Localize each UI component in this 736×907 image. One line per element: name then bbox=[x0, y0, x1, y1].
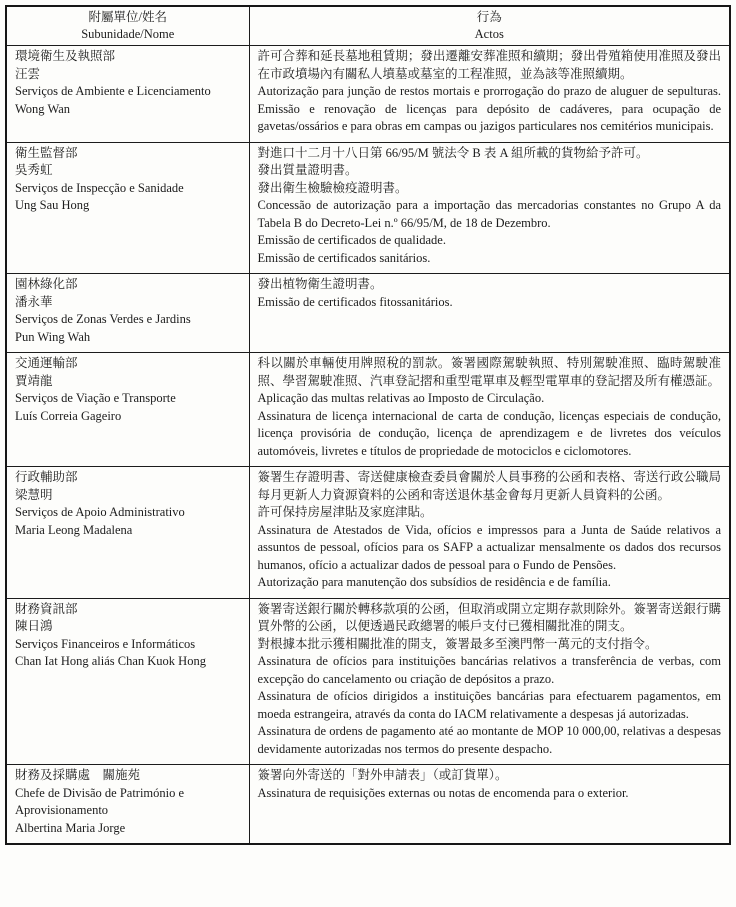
acts-cell bbox=[249, 46, 730, 143]
act-paragraph: 發出質量證明書。 bbox=[257, 163, 358, 177]
act-paragraph: Assinatura de ofícios dirigidos a instituições bancárias para efectuarem pagamentos, em moeda estrangeira, através da conta do IACM relativamente a despesas já autorizadas. bbox=[257, 689, 721, 721]
subunit-line: 財務及採購處 關施苑 bbox=[15, 768, 141, 782]
subunit-cell bbox=[6, 274, 249, 353]
act-paragraph: 許可保持房屋津貼及家庭津貼。 bbox=[257, 505, 433, 519]
act-paragraph: Autorização para junção de restos mortais e prorrogação do prazo de aluguer de sepulturas. Emissão e renovação de licenças para depósito de cadáveres, para ocupação de gavetas/ossários e para obras em campas ou jazigos particulares nos cemitérios municipais. bbox=[257, 84, 721, 133]
act-paragraph: 科以關於車輛使用牌照稅的罰款。簽署國際駕駛執照、特別駕駛准照、臨時駕駛准照、學習駕駛准照、汽車登記摺和重型電單車及輕型電單車的登記摺及所有權憑証。 bbox=[257, 356, 721, 388]
act-paragraph: Assinatura de requisições externas ou notas de encomenda para o exterior. bbox=[257, 785, 629, 800]
act-paragraph: Aplicação das multas relativas ao Imposto de Circulação. bbox=[257, 391, 545, 405]
subunit-line: Maria Leong Madalena bbox=[15, 522, 133, 537]
act-paragraph: 簽署向外寄送的「對外申請表」（或訂貨單）。 bbox=[257, 768, 508, 782]
act-paragraph: 對進口十二月十八日第 66/95/M 號法令 B 表 A 組所載的貨物給予許可。 bbox=[257, 145, 649, 160]
subunit-line: 陳日鴻 bbox=[15, 619, 53, 633]
acts-cell bbox=[249, 274, 730, 353]
subunit-line: 行政輔助部 bbox=[15, 470, 78, 484]
act-paragraph: 發出衛生檢驗檢疫證明書。 bbox=[257, 180, 408, 195]
subunit-line: Luís Correia Gageiro bbox=[15, 408, 122, 423]
table-row bbox=[6, 467, 730, 599]
acts-cell bbox=[249, 353, 730, 467]
subunit-line: Serviços Financeiros e Informáticos bbox=[15, 636, 196, 651]
act-paragraph: 簽署生存證明書、寄送健康檢查委員會關於人員事務的公函和表格、寄送行政公職局每月更新人力資源資料的公函和寄送退休基金會每月更新人員資料的公函。 bbox=[257, 470, 721, 502]
header-row bbox=[6, 6, 730, 46]
table-row bbox=[6, 142, 730, 274]
subunit-cell bbox=[6, 46, 249, 143]
subunit-line: 吳秀虹 bbox=[15, 163, 53, 177]
header-subunit-pt: Subunidade/Nome bbox=[81, 26, 175, 41]
header-acts-pt: Actos bbox=[474, 26, 504, 41]
subunit-line: 財務資訊部 bbox=[15, 601, 78, 616]
subunit-line: Serviços de Inspecção e Sanidade bbox=[15, 180, 184, 195]
subunit-cell bbox=[6, 467, 249, 599]
subunit-cell bbox=[6, 142, 249, 274]
subunit-line: Pun Wing Wah bbox=[15, 329, 91, 344]
subunit-line: 衛生監督部 bbox=[15, 145, 78, 160]
subunit-line: Serviços de Ambiente e Licenciamento bbox=[15, 84, 211, 98]
act-paragraph: 對根據本批示獲相關批准的開支，簽署最多至澳門幣一萬元的支付指令。 bbox=[257, 636, 658, 651]
subunit-line: Serviços de Viação e Transporte bbox=[15, 391, 176, 405]
act-paragraph: Assinatura de Atestados de Vida, ofícios e impressos para a Junta de Saúde relativos a assuntos de pessoal, ofícios para os SAFP a actualizar mensalmente os dados dos recursos humanos, ofício a actualizar dados de pessoal para o Fundo de Pensões. bbox=[257, 522, 721, 572]
acts-cell bbox=[249, 142, 730, 274]
table-header bbox=[6, 6, 730, 46]
header-subunit-zh: 附屬單位/姓名 bbox=[88, 10, 167, 24]
act-paragraph: Emissão de certificados de qualidade. bbox=[257, 233, 446, 247]
subunit-line: Ung Sau Hong bbox=[15, 198, 90, 212]
act-paragraph: Autorização para manutenção dos subsídios de residência e de família. bbox=[257, 575, 611, 589]
subunit-line: 環境衛生及執照部 bbox=[15, 49, 116, 63]
table-row bbox=[6, 353, 730, 467]
act-paragraph: 簽署寄送銀行關於轉移款項的公函，但取消或開立定期存款則除外。簽署寄送銀行購買外幣的公函，以便透過民政總署的帳戶支付已獲相關批准的開支。 bbox=[257, 601, 721, 633]
acts-cell bbox=[249, 467, 730, 599]
subunit-line: 交通運輸部 bbox=[15, 356, 78, 370]
delegation-table bbox=[5, 5, 731, 845]
subunit-line: Serviços de Apoio Administrativo bbox=[15, 505, 185, 519]
subunit-cell bbox=[6, 598, 249, 765]
subunit-cell bbox=[6, 765, 249, 845]
act-paragraph: Emissão de certificados sanitários. bbox=[257, 250, 431, 265]
subunit-line: 園林綠化部 bbox=[15, 277, 78, 291]
subunit-line: Serviços de Zonas Verdes e Jardins bbox=[15, 312, 191, 326]
act-paragraph: Assinatura de ofícios para instituições bancárias relativos a transferência de verbas, com excepção do cancelamento ou criação de depósitos a prazo. bbox=[257, 654, 721, 686]
header-subunit-cell bbox=[6, 6, 249, 46]
act-paragraph: Assinatura de ordens de pagamento até ao montante de MOP 10 000,00, relativas a despesas devidamente autorizadas nos termos do presente despacho. bbox=[257, 724, 721, 756]
subunit-line: 汪雲 bbox=[15, 66, 41, 81]
table-row bbox=[6, 274, 730, 353]
header-acts-cell bbox=[249, 6, 730, 46]
subunit-line: Chefe de Divisão de Património e Aprovisionamento bbox=[15, 785, 185, 817]
subunit-line: 賈靖龍 bbox=[15, 373, 53, 388]
act-paragraph: Assinatura de licença internacional de carta de condução, licenças especiais de condução, licença provisória de condução, licença de aprendizagem e de livretes dos veículos automóveis, livretes e títulos de propriedade de motociclos e ciclomotores. bbox=[257, 408, 721, 458]
acts-cell bbox=[249, 598, 730, 765]
act-paragraph: 許可合葬和延長墓地租賃期；發出遷離安葬准照和續期；發出骨殖箱使用准照及發出在市政墳場內有關私人墳墓或墓室的工程准照，並為該等准照續期。 bbox=[257, 49, 721, 81]
subunit-line: 潘永華 bbox=[15, 294, 53, 309]
table-body bbox=[6, 46, 730, 845]
subunit-cell bbox=[6, 353, 249, 467]
table-row bbox=[6, 598, 730, 765]
acts-cell bbox=[249, 765, 730, 845]
subunit-line: Chan Iat Hong aliás Chan Kuok Hong bbox=[15, 654, 206, 668]
act-paragraph: 發出植物衛生證明書。 bbox=[257, 277, 383, 291]
subunit-line: 梁慧明 bbox=[15, 487, 53, 502]
table-row bbox=[6, 46, 730, 143]
subunit-line: Wong Wan bbox=[15, 101, 71, 116]
table-row bbox=[6, 765, 730, 845]
act-paragraph: Concessão de autorização para a importação das mercadorias constantes no Grupo A da Tabela B do Decreto-Lei n.º 66/95/M, de 18 de Dezembro. bbox=[257, 198, 721, 230]
subunit-line: Albertina Maria Jorge bbox=[15, 820, 126, 835]
act-paragraph: Emissão de certificados fitossanitários. bbox=[257, 294, 453, 309]
header-acts-zh: 行為 bbox=[476, 10, 502, 24]
